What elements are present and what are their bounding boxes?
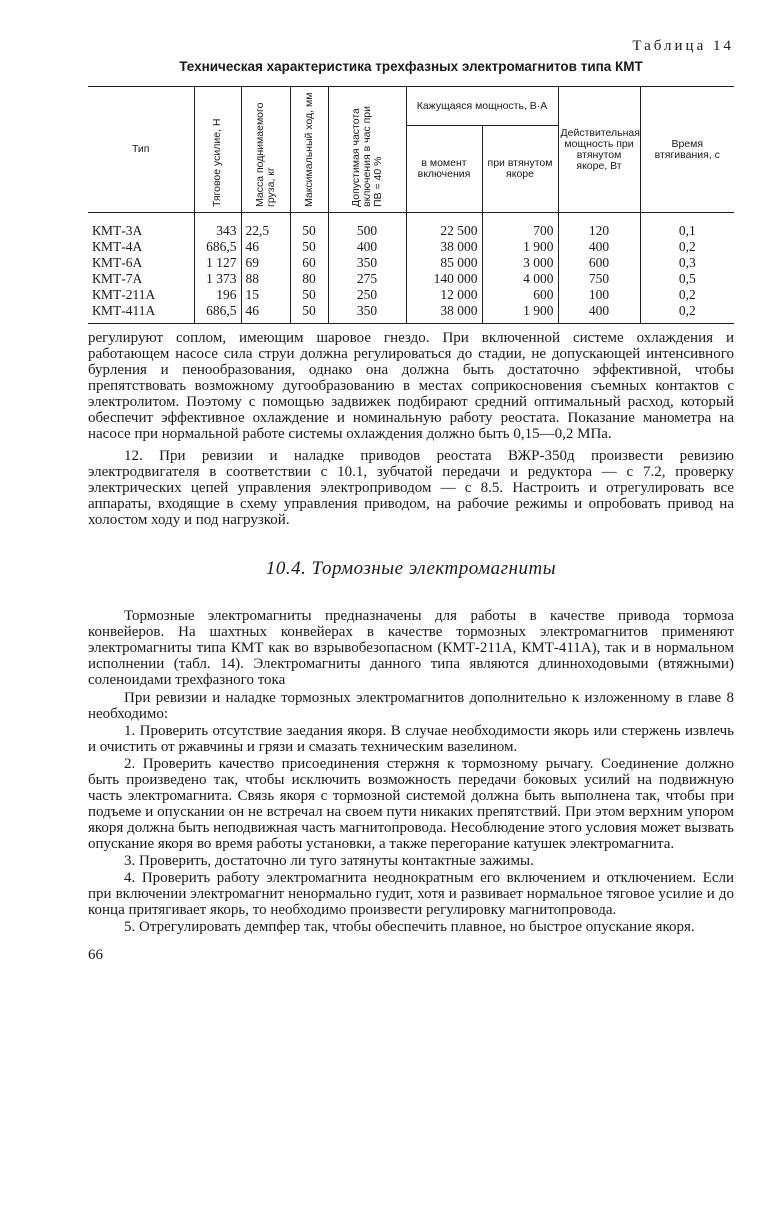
cell-stroke: 50 — [290, 287, 328, 303]
cell-active-power: 600 — [558, 255, 640, 271]
cell-pull-time: 0,2 — [640, 239, 734, 255]
cell-stroke: 50 — [290, 303, 328, 324]
cell-type: КМТ-211А — [92, 287, 156, 302]
cell-force: 686,5 — [194, 239, 241, 255]
cell-active-power: 400 — [558, 239, 640, 255]
header-apparent-retracted: при втянутом якоре — [482, 126, 558, 213]
cell-pull-time: 0,2 — [640, 303, 734, 324]
cell-apparent-retracted: 600 — [482, 287, 558, 303]
body-paragraph: регулируют соплом, имеющим шаровое гнездо. При включенной системе охлаждения и работающем насосе сила струи должна регулироваться до стадии, не допускающей интенсивного бурления и пенообразования, однако она должна быть достаточно эффективной, чтобы препятствовать возможному дугообразованию в местах соприкосновения съемных контактов с электролитом. Поэтому с помощью задвижек подбирают средний оптимальный расход, который обеспечит эффективное охлаждение и номинальную работу реостата. Показание манометра на насосе при нормальной работе системы охлаждения должно быть 0,15—0,2 МПа. — [88, 330, 734, 442]
list-item: 3. Проверить, достаточно ли туго затянуты контактные зажимы. — [124, 853, 534, 869]
header-pull-time: Время втягивания, с — [640, 87, 734, 213]
cell-force: 686,5 — [194, 303, 241, 324]
cell-apparent-retracted: 1 900 — [482, 239, 558, 255]
cell-type: КМТ-411А — [88, 303, 194, 324]
table-title: Техническая характеристика трехфазных электромагнитов типа КМТ — [179, 59, 643, 74]
cell-active-power: 100 — [558, 287, 640, 303]
cell-apparent-retracted: 4 000 — [482, 271, 558, 287]
cell-mass: 46 — [241, 303, 290, 324]
header-active-power: Действительная мощность при втянутом якоре, Вт — [558, 87, 640, 213]
cell-apparent-on: 38 000 — [406, 303, 482, 324]
header-frequency: Допустимая частота включения в час при ПВ = 40 % — [328, 87, 406, 213]
header-mass: Масса поднимаемого груза, кг — [241, 87, 290, 213]
cell-frequency: 350 — [328, 255, 406, 271]
spec-table — [88, 86, 734, 324]
cell-type: КМТ-3А — [92, 223, 143, 238]
cell-stroke: 50 — [290, 213, 328, 240]
cell-mass: 46 — [241, 239, 290, 255]
cell-mass: 22,5 — [241, 213, 290, 240]
header-force: Тяговое усилие, Н — [194, 87, 241, 213]
cell-mass: 15 — [241, 287, 290, 303]
header-apparent-on: в момент включения — [406, 126, 482, 213]
cell-frequency: 400 — [328, 239, 406, 255]
cell-force: 343 — [194, 213, 241, 240]
list-item: 2. Проверить качество присоединения стержня к тормозному рычагу. Соединение должно быть произведено так, чтобы исключить возможность передачи боковых усилий на подвижную часть электромагнита. Связь якоря с тормозной системой должна быть выполнена так, чтобы при подъеме и опускании он не встречал на своем пути никаких препятствий. При этом верхним упором якоря должна быть неподвижная часть магнитопровода. Несоблюдение этого условия может вызвать опускание якоря во время работы установки, а также перегорание катушек электромагнита. — [88, 756, 734, 852]
cell-apparent-retracted: 700 — [482, 213, 558, 240]
body-paragraph: 12. При ревизии и наладке приводов реостата ВЖР-350д произвести ревизию электродвигателя в соответствии с 10.1, зубчатой передачи и редуктора — с 7.2, проверку электрических цепей управления электроприводом — с 8.5. Настроить и отрегулировать все аппараты, входящие в схему управления приводом, на рабочие режимы и опробовать привод на холостом ходу и под нагрузкой. — [88, 448, 734, 528]
book-page — [88, 38, 734, 964]
cell-type: КМТ-4А — [92, 239, 143, 254]
cell-force: 1 373 — [194, 271, 241, 287]
table-row — [88, 213, 734, 240]
header-apparent-power: Кажущаяся мощность, В·А — [406, 87, 558, 126]
body-paragraph: Тормозные электромагниты предназначены для работы в качестве привода тормоза конвейеров. На шахтных конвейерах в качестве тормозных электромагнитов применяют электромагниты типа КМТ как во взрывобезопасном (КМТ-211А, КМТ-411А), так и в нормальном исполнении (табл. 14). Электромагниты данного типа являются длинноходовыми (втяжными) соленоидами трехфазного тока — [88, 608, 734, 688]
cell-stroke: 50 — [290, 239, 328, 255]
cell-apparent-on: 38 000 — [406, 239, 482, 255]
cell-active-power: 400 — [558, 303, 640, 324]
cell-apparent-on: 85 000 — [406, 255, 482, 271]
cell-mass: 69 — [241, 255, 290, 271]
cell-apparent-on: 22 500 — [406, 213, 482, 240]
body-paragraph: При ревизии и наладке тормозных электромагнитов дополнительно к изложенному в главе 8 необходимо: — [88, 690, 734, 722]
table-number-label: Таблица 14 — [632, 38, 734, 54]
list-item: 1. Проверить отсутствие заедания якоря. В случае необходимости якорь или стержень извлечь и очистить от ржавчины и грязи и смазать техническим вазелином. — [88, 723, 734, 755]
cell-apparent-on: 140 000 — [406, 271, 482, 287]
cell-pull-time: 0,3 — [640, 255, 734, 271]
cell-force: 196 — [194, 287, 241, 303]
cell-apparent-retracted: 1 900 — [482, 303, 558, 324]
cell-pull-time: 0,5 — [640, 271, 734, 287]
cell-active-power: 750 — [558, 271, 640, 287]
table-row — [88, 287, 734, 303]
section-heading: 10.4. Тормозные электромагниты — [265, 558, 557, 579]
table-row — [88, 239, 734, 255]
list-item: 4. Проверить работу электромагнита неоднократным его включением и отключением. Если при включении электромагнит ненормально гудит, хотя и развивает нормальное тяговое усилие и до конца притягивает якорь, то необходимо произвести регулировку магнитопровода. — [88, 870, 734, 918]
header-type: Тип — [88, 87, 194, 213]
cell-stroke: 60 — [290, 255, 328, 271]
cell-apparent-on: 12 000 — [406, 287, 482, 303]
cell-type: КМТ-7А — [92, 271, 143, 286]
cell-frequency: 500 — [328, 213, 406, 240]
cell-force: 1 127 — [194, 255, 241, 271]
cell-frequency: 350 — [328, 303, 406, 324]
table-row — [88, 303, 734, 324]
table-row — [88, 271, 734, 287]
cell-active-power: 120 — [558, 213, 640, 240]
cell-apparent-retracted: 3 000 — [482, 255, 558, 271]
page-number: 66 — [88, 947, 103, 963]
cell-stroke: 80 — [290, 271, 328, 287]
table-row — [88, 255, 734, 271]
cell-frequency: 275 — [328, 271, 406, 287]
cell-pull-time: 0,2 — [640, 287, 734, 303]
cell-mass: 88 — [241, 271, 290, 287]
cell-frequency: 250 — [328, 287, 406, 303]
list-item: 5. Отрегулировать демпфер так, чтобы обеспечить плавное, но быстрое опускание якоря. — [124, 919, 695, 935]
cell-pull-time: 0,1 — [640, 213, 734, 240]
header-stroke: Максимальный ход, мм — [290, 87, 328, 213]
cell-type: КМТ-6А — [92, 255, 143, 270]
